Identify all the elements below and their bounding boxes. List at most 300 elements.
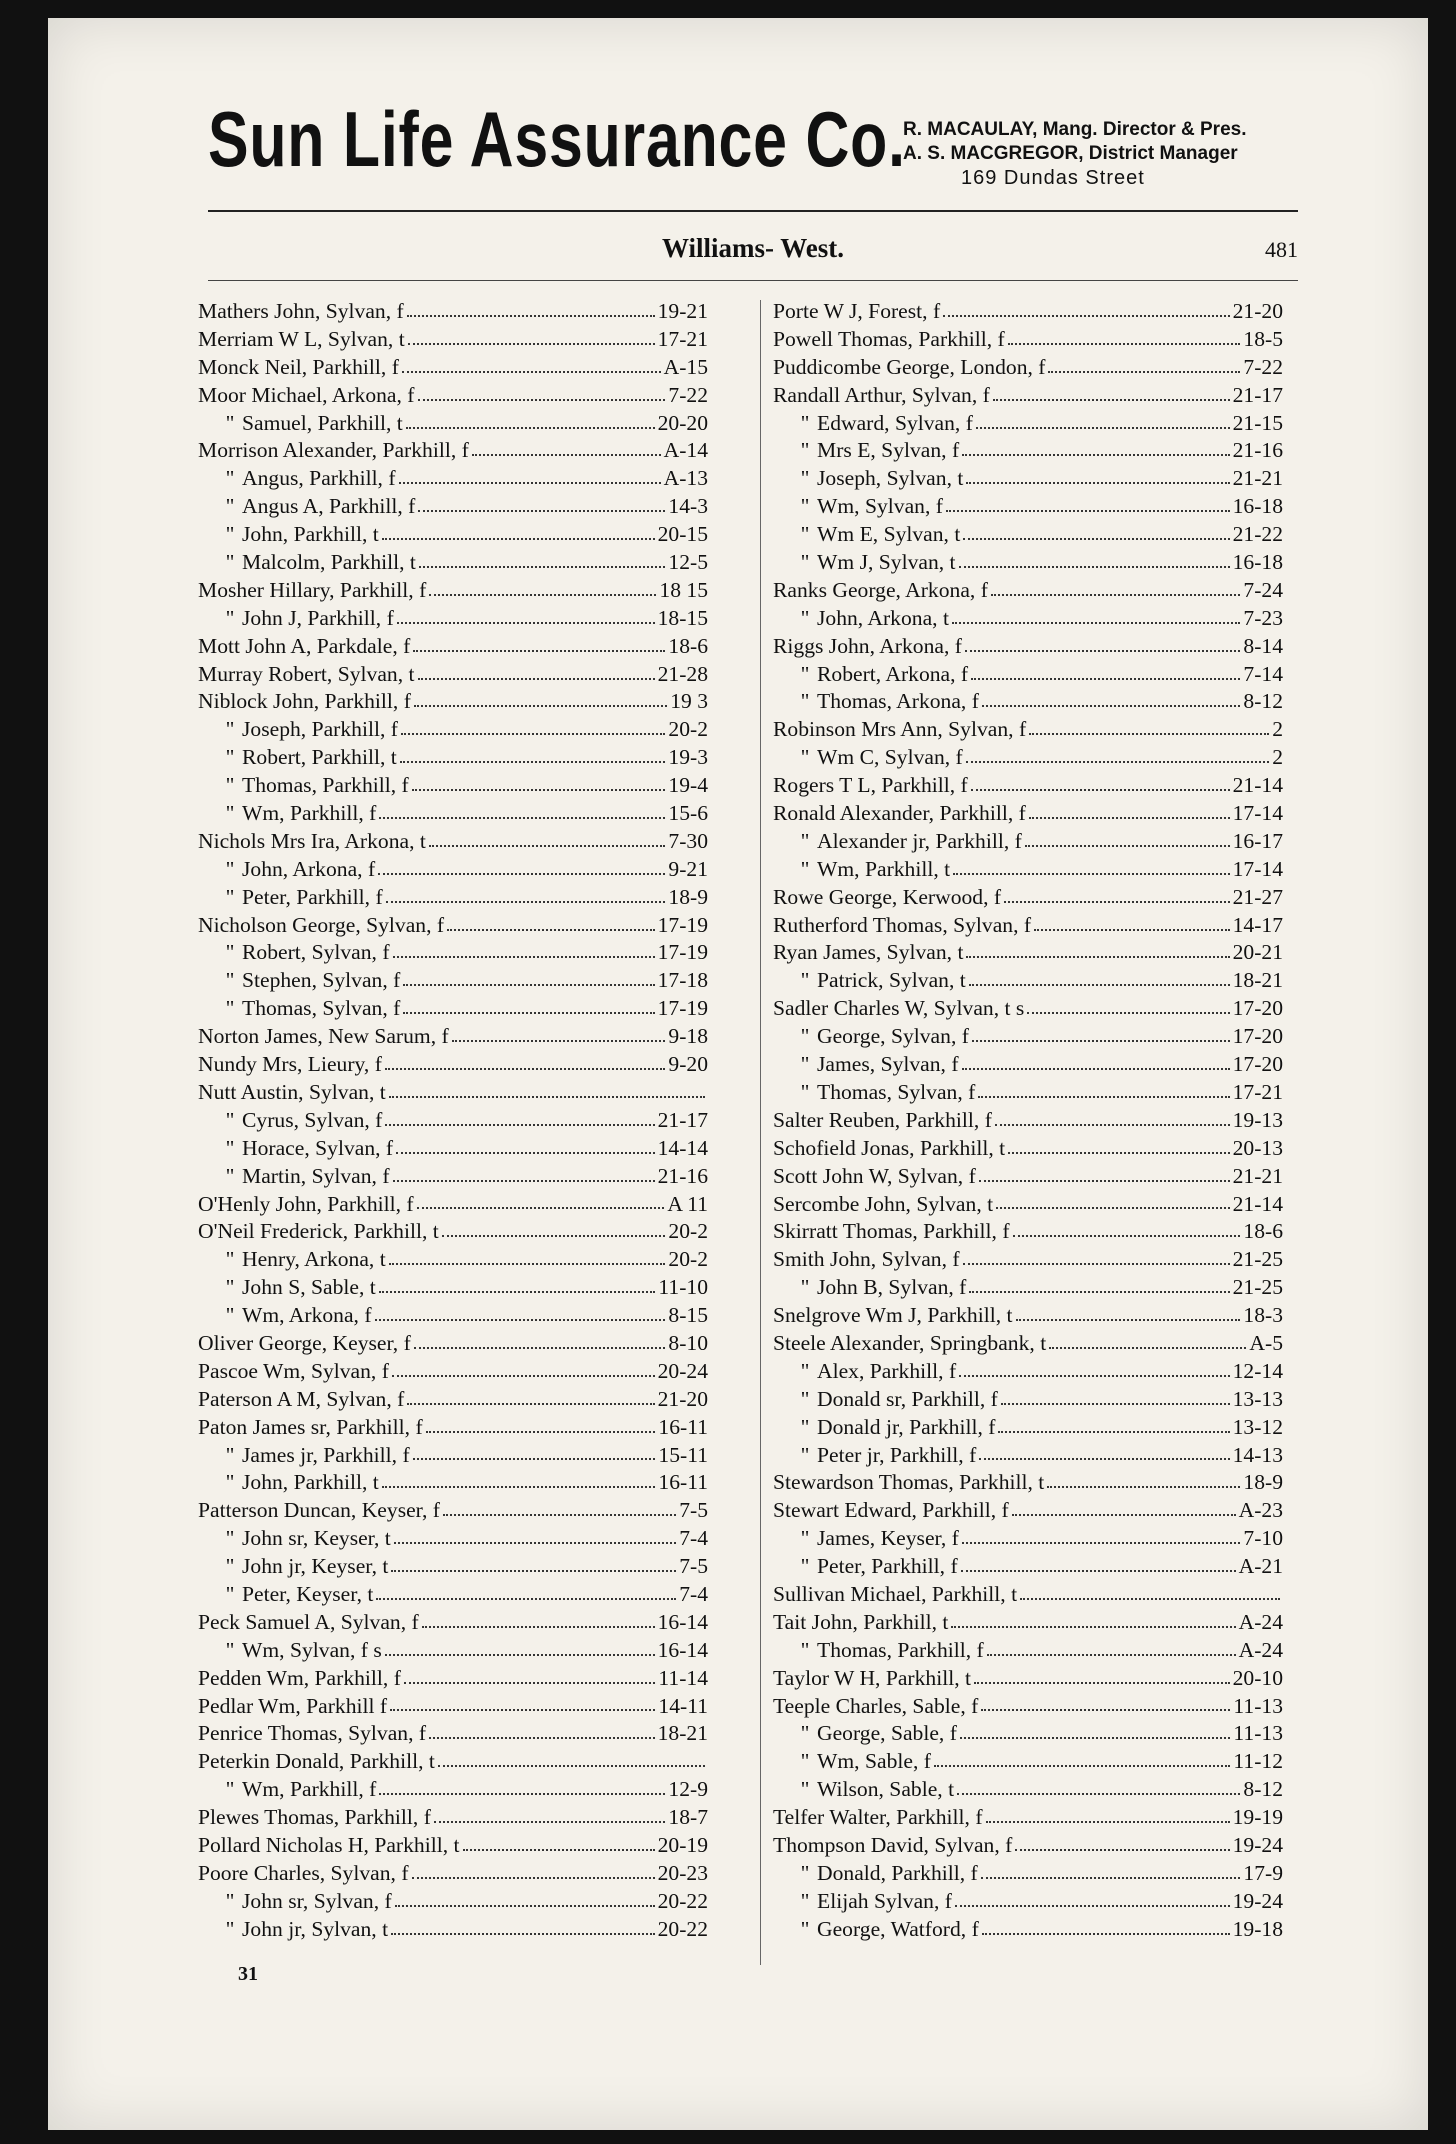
dot-leader xyxy=(1020,1598,1280,1600)
entry-name xyxy=(773,1246,960,1274)
left-entry xyxy=(198,1804,708,1832)
dot-leader xyxy=(443,1514,676,1516)
right-entry xyxy=(773,716,1283,744)
left-entry xyxy=(198,1916,708,1944)
entry-reference: 8-15 xyxy=(668,1303,708,1328)
ditto-mark: " xyxy=(800,828,810,853)
entry-text: Wm, Sylvan, f xyxy=(817,494,943,519)
dot-leader xyxy=(1029,817,1230,819)
right-entry xyxy=(773,382,1283,410)
entry-reference: 7-4 xyxy=(679,1581,708,1606)
entry-name xyxy=(773,1553,958,1581)
dot-leader xyxy=(472,454,661,456)
entry-text: Thompson David, Sylvan, f xyxy=(773,1832,1013,1857)
entry-text: John sr, Keyser, t xyxy=(242,1526,391,1551)
dot-leader xyxy=(417,1207,665,1209)
entry-text: Niblock John, Parkhill, f xyxy=(198,689,411,714)
ditto-mark: " xyxy=(225,801,235,826)
right-entry xyxy=(773,1191,1283,1219)
entry-name xyxy=(198,1581,373,1609)
left-entry xyxy=(198,1553,708,1581)
entry-text: Elijah Sylvan, f xyxy=(817,1888,952,1913)
section-rule xyxy=(208,280,1298,281)
entry-text: Stewart Edward, Parkhill, f xyxy=(773,1498,1009,1523)
entry-name xyxy=(198,661,415,689)
entry-text: Pedden Wm, Parkhill, f xyxy=(198,1665,401,1690)
entry-text: Skirratt Thomas, Parkhill, f xyxy=(773,1219,1010,1244)
dot-leader xyxy=(407,315,655,317)
entry-text: Peter, Keyser, t xyxy=(242,1581,374,1606)
entry-name xyxy=(773,1107,992,1135)
left-entry xyxy=(198,577,708,605)
entry-name xyxy=(198,967,400,995)
entry-name xyxy=(773,800,1026,828)
entry-reference: A-5 xyxy=(1249,1330,1283,1355)
right-entry xyxy=(773,577,1283,605)
dot-leader xyxy=(987,1654,1236,1656)
entry-reference: 11-13 xyxy=(1233,1721,1283,1746)
entry-name xyxy=(198,1246,386,1274)
ditto-mark: " xyxy=(225,968,235,993)
left-entry xyxy=(198,716,708,744)
entry-name xyxy=(773,1916,979,1944)
ditto-mark: " xyxy=(225,773,235,798)
entry-name xyxy=(198,298,404,326)
entry-name xyxy=(773,1135,1005,1163)
entry-text: John sr, Sylvan, f xyxy=(242,1888,392,1913)
entry-text: James, Sylvan, f xyxy=(817,1052,959,1077)
entry-reference: 13-13 xyxy=(1232,1386,1283,1411)
entry-text: Rogers T L, Parkhill, f xyxy=(773,773,968,798)
entry-reference: 18-5 xyxy=(1243,326,1283,351)
dot-leader xyxy=(966,761,1269,763)
entry-text: James jr, Parkhill, f xyxy=(242,1442,410,1467)
dot-leader xyxy=(934,1765,1230,1767)
dot-leader xyxy=(390,1709,655,1711)
entry-reference: 17-20 xyxy=(1232,996,1283,1021)
entry-text: Mott John A, Parkdale, f xyxy=(198,633,411,658)
ditto-mark: " xyxy=(225,717,235,742)
entry-text: Samuel, Parkhill, t xyxy=(242,410,403,435)
entry-text: Donald sr, Parkhill, f xyxy=(817,1386,998,1411)
entry-text: Thomas, Parkhill, f xyxy=(242,773,409,798)
entry-name xyxy=(198,1330,411,1358)
entry-reference: 18-7 xyxy=(668,1805,708,1830)
signature-mark: 31 xyxy=(238,1963,258,1985)
entry-reference: 21-20 xyxy=(1232,299,1283,323)
left-entry xyxy=(198,1609,708,1637)
left-entry xyxy=(198,1386,708,1414)
entry-reference: 19 3 xyxy=(670,689,708,714)
entry-text: Puddicombe George, London, f xyxy=(773,354,1046,379)
entry-text: Paton James sr, Parkhill, f xyxy=(198,1414,423,1439)
entry-name xyxy=(773,716,1026,744)
entry-text: Wm, Parkhill, f xyxy=(242,801,377,826)
entry-text: John S, Sable, t xyxy=(242,1275,376,1300)
directory-page xyxy=(48,18,1428,2130)
entry-name xyxy=(773,912,1031,940)
entry-reference: 21-20 xyxy=(657,1386,708,1411)
entry-reference: 11-10 xyxy=(658,1275,708,1300)
dot-leader xyxy=(397,622,655,624)
entry-reference: 14-14 xyxy=(657,1135,708,1160)
entry-text: John, Arkona, t xyxy=(817,605,949,630)
dot-leader xyxy=(952,622,1240,624)
entry-reference: 18-6 xyxy=(1243,1219,1283,1244)
left-entry xyxy=(198,1748,708,1776)
right-entry xyxy=(773,772,1283,800)
entry-reference: 17-19 xyxy=(657,996,708,1021)
dot-leader xyxy=(960,1737,1231,1739)
ditto-mark: " xyxy=(800,1721,810,1746)
ditto-mark: " xyxy=(800,1275,810,1300)
entry-text: Ranks George, Arkona, f xyxy=(773,577,988,602)
ditto-mark: " xyxy=(800,1860,810,1885)
dot-leader xyxy=(386,901,666,903)
entry-reference: 9-18 xyxy=(668,1024,708,1049)
ditto-mark: " xyxy=(225,745,235,770)
dot-leader xyxy=(965,650,1240,652)
entry-reference: 14-11 xyxy=(658,1693,708,1718)
dot-leader xyxy=(1016,1319,1241,1321)
right-entry xyxy=(773,967,1283,995)
advertisement-header xyxy=(208,95,1308,210)
entry-name xyxy=(198,939,390,967)
right-entry xyxy=(773,605,1283,633)
entry-name xyxy=(773,1302,1013,1330)
entry-text: John J, Parkhill, f xyxy=(242,605,394,630)
left-entry xyxy=(198,1079,708,1107)
entry-reference: 20-13 xyxy=(1232,1135,1283,1160)
entry-text: Wm E, Sylvan, t xyxy=(817,522,961,547)
dot-leader xyxy=(406,427,655,429)
entry-reference: 21-17 xyxy=(1232,382,1283,407)
dot-leader xyxy=(963,1263,1230,1265)
entry-text: Moor Michael, Arkona, f xyxy=(198,382,415,407)
entry-reference: 16-17 xyxy=(1232,828,1283,853)
right-entry xyxy=(773,1246,1283,1274)
left-entry xyxy=(198,437,708,465)
dot-leader xyxy=(393,1180,655,1182)
entry-name xyxy=(198,1776,376,1804)
entry-reference: 9-20 xyxy=(668,1052,708,1077)
dot-leader xyxy=(382,1486,656,1488)
ditto-mark: " xyxy=(800,1777,810,1802)
dot-leader xyxy=(438,1765,705,1767)
dot-leader xyxy=(981,1877,1241,1879)
entry-reference: 8-14 xyxy=(1243,633,1283,658)
right-entry xyxy=(773,465,1283,493)
entry-name xyxy=(773,967,966,995)
ditto-mark: " xyxy=(225,1526,235,1551)
dot-leader xyxy=(982,705,1240,707)
entry-reference: 21-14 xyxy=(1232,773,1283,798)
left-entry xyxy=(198,772,708,800)
entry-name xyxy=(773,354,1045,382)
entry-text: Joseph, Parkhill, f xyxy=(242,717,398,742)
entry-reference: 19-4 xyxy=(668,773,708,798)
left-entry xyxy=(198,1442,708,1470)
entry-text: Steele Alexander, Springbank, t xyxy=(773,1330,1047,1355)
left-column xyxy=(198,298,708,1944)
entry-name xyxy=(198,1637,382,1665)
left-entry xyxy=(198,1888,708,1916)
entry-text: Nichols Mrs Ira, Arkona, t xyxy=(198,828,426,853)
entry-name xyxy=(773,326,1005,354)
entry-name xyxy=(773,1860,978,1888)
ditto-mark: " xyxy=(800,550,810,575)
entry-reference: 18-21 xyxy=(657,1721,708,1746)
entry-text: John jr, Sylvan, t xyxy=(242,1916,389,1941)
entry-name xyxy=(773,828,1022,856)
dot-leader xyxy=(385,1124,654,1126)
entry-text: Rutherford Thomas, Sylvan, f xyxy=(773,912,1032,937)
entry-name xyxy=(773,382,990,410)
left-entry xyxy=(198,1776,708,1804)
entry-reference: 17-14 xyxy=(1232,856,1283,881)
entry-name xyxy=(773,1888,952,1916)
entry-text: Porte W J, Forest, f xyxy=(773,299,941,323)
right-entry xyxy=(773,326,1283,354)
entry-reference: 18 15 xyxy=(659,577,708,602)
entry-reference: 20-22 xyxy=(657,1888,708,1913)
entry-reference: 2 xyxy=(1272,745,1283,770)
entry-name xyxy=(773,1748,931,1776)
left-entry xyxy=(198,995,708,1023)
entry-name xyxy=(773,1804,983,1832)
entry-text: John, Arkona, f xyxy=(242,856,376,881)
right-entry xyxy=(773,1469,1283,1497)
entry-reference: 20-2 xyxy=(668,1219,708,1244)
entry-text: Thomas, Arkona, f xyxy=(817,689,979,714)
dot-leader xyxy=(1015,1849,1229,1851)
dot-leader xyxy=(995,1124,1230,1126)
entry-name xyxy=(773,465,963,493)
dot-leader xyxy=(957,1793,1240,1795)
dot-leader xyxy=(979,1458,1229,1460)
entry-name xyxy=(773,1414,995,1442)
entry-text: Patterson Duncan, Keyser, f xyxy=(198,1498,440,1523)
entry-text: Martin, Sylvan, f xyxy=(242,1163,390,1188)
entry-text: Wm, Sylvan, f s xyxy=(242,1637,382,1662)
entry-name xyxy=(198,410,403,438)
entry-text: Robert, Arkona, f xyxy=(817,661,969,686)
entry-reference: 14-17 xyxy=(1232,912,1283,937)
dot-leader xyxy=(429,594,656,596)
left-entry xyxy=(198,1832,708,1860)
entry-reference: 17-21 xyxy=(1232,1079,1283,1104)
left-entry xyxy=(198,661,708,689)
entry-name xyxy=(773,1665,971,1693)
right-entry xyxy=(773,1386,1283,1414)
entry-reference: 7-22 xyxy=(1243,354,1283,379)
dot-leader xyxy=(407,1403,654,1405)
entry-reference: 19-24 xyxy=(1232,1888,1283,1913)
entry-text: Nutt Austin, Sylvan, t xyxy=(198,1079,386,1104)
entry-reference: A-15 xyxy=(663,354,708,379)
dot-leader xyxy=(953,873,1229,875)
entry-text: George, Watford, f xyxy=(817,1916,979,1941)
entry-reference: 20-20 xyxy=(657,410,708,435)
entry-text: Peter, Parkhill, f xyxy=(242,884,383,909)
entry-text: Joseph, Sylvan, t xyxy=(817,466,964,491)
right-entry xyxy=(773,1358,1283,1386)
ditto-mark: " xyxy=(225,856,235,881)
entry-text: Thomas, Parkhill, f xyxy=(817,1637,984,1662)
entry-text: George, Sable, f xyxy=(817,1721,957,1746)
company-info xyxy=(903,118,1303,191)
left-entry xyxy=(198,1191,708,1219)
right-entry xyxy=(773,1693,1283,1721)
ditto-mark: " xyxy=(800,466,810,491)
entry-reference: A-14 xyxy=(663,438,708,463)
entry-text: Tait John, Parkhill, t xyxy=(773,1609,949,1634)
dot-leader xyxy=(379,817,665,819)
right-entry xyxy=(773,1776,1283,1804)
address-line: 169 Dundas Street xyxy=(961,166,1145,189)
entry-reference: 16-18 xyxy=(1232,494,1283,519)
dot-leader xyxy=(993,399,1230,401)
entry-reference: 18-9 xyxy=(668,884,708,909)
dot-leader xyxy=(403,984,654,986)
entry-text: Wilson, Sable, t xyxy=(817,1777,955,1802)
dot-leader xyxy=(422,1626,655,1628)
entry-reference: 21-21 xyxy=(1232,1163,1283,1188)
entry-name xyxy=(198,1497,440,1525)
entry-text: Plewes Thomas, Parkhill, f xyxy=(198,1805,431,1830)
dot-leader xyxy=(1004,901,1230,903)
entry-reference: 20-2 xyxy=(668,717,708,742)
dot-leader xyxy=(966,956,1229,958)
entry-reference: 13-12 xyxy=(1232,1414,1283,1439)
left-entry xyxy=(198,1246,708,1274)
dot-leader xyxy=(389,1263,666,1265)
entry-reference: 21-27 xyxy=(1232,884,1283,909)
entry-text: Robert, Sylvan, f xyxy=(242,940,390,965)
entry-name xyxy=(198,716,398,744)
entry-text: Sadler Charles W, Sylvan, t s xyxy=(773,996,1025,1021)
entry-text: John, Parkhill, t xyxy=(242,522,379,547)
entry-text: Horace, Sylvan, f xyxy=(242,1135,394,1160)
ditto-mark: " xyxy=(225,605,235,630)
column-divider xyxy=(760,300,761,1965)
entry-reference: 18-3 xyxy=(1243,1303,1283,1328)
right-entry xyxy=(773,1079,1283,1107)
ditto-mark: " xyxy=(800,1024,810,1049)
dot-leader xyxy=(1029,733,1269,735)
entry-name xyxy=(198,1079,386,1107)
right-entry xyxy=(773,1637,1283,1665)
right-entry xyxy=(773,1302,1283,1330)
entry-text: Wm C, Sylvan, f xyxy=(817,745,963,770)
entry-name xyxy=(198,1888,392,1916)
entry-text: John, Parkhill, t xyxy=(242,1470,379,1495)
ditto-mark: " xyxy=(225,1303,235,1328)
dot-leader xyxy=(413,1458,656,1460)
entry-text: Robert, Parkhill, t xyxy=(242,745,397,770)
entry-reference: 7-5 xyxy=(679,1498,708,1523)
entry-name xyxy=(773,1693,978,1721)
entry-reference: 18-6 xyxy=(668,633,708,658)
entry-text: Sercombe John, Sylvan, t xyxy=(773,1191,994,1216)
entry-name xyxy=(773,1720,957,1748)
dot-leader xyxy=(418,399,666,401)
entry-reference: 7-24 xyxy=(1243,577,1283,602)
entry-name xyxy=(773,1832,1012,1860)
ditto-mark: " xyxy=(225,1470,235,1495)
right-entry xyxy=(773,661,1283,689)
right-entry xyxy=(773,1525,1283,1553)
entry-name xyxy=(198,1386,404,1414)
entry-reference: 12-9 xyxy=(668,1777,708,1802)
entry-name xyxy=(773,1637,984,1665)
ditto-mark: " xyxy=(225,1275,235,1300)
entry-reference: 17-18 xyxy=(657,968,708,993)
dot-leader xyxy=(966,482,1229,484)
entry-name xyxy=(198,800,376,828)
entry-name xyxy=(198,354,399,382)
right-entry xyxy=(773,1553,1283,1581)
entry-name xyxy=(198,1414,423,1442)
left-entry xyxy=(198,1218,708,1246)
entry-name xyxy=(198,1720,426,1748)
right-entry xyxy=(773,1023,1283,1051)
right-entry xyxy=(773,828,1283,856)
ditto-mark: " xyxy=(225,1135,235,1160)
entry-reference: 20-24 xyxy=(657,1358,708,1383)
dot-leader xyxy=(991,594,1241,596)
entry-text: Murray Robert, Sylvan, t xyxy=(198,661,415,686)
entry-reference: 16-11 xyxy=(658,1470,708,1495)
right-entry xyxy=(773,939,1283,967)
left-entry xyxy=(198,521,708,549)
left-entry xyxy=(198,410,708,438)
entry-name xyxy=(773,633,962,661)
dot-leader xyxy=(393,956,655,958)
left-entry xyxy=(198,688,708,716)
left-entry xyxy=(198,912,708,940)
entry-text: Mathers John, Sylvan, f xyxy=(198,299,404,323)
entry-reference: 11-12 xyxy=(1233,1749,1283,1774)
entry-name xyxy=(198,1218,439,1246)
left-entry xyxy=(198,1107,708,1135)
dot-leader xyxy=(955,1905,1230,1907)
dot-leader xyxy=(978,1096,1229,1098)
dot-leader xyxy=(1001,1403,1230,1405)
dot-leader xyxy=(996,1207,1229,1209)
dot-leader xyxy=(379,1291,656,1293)
left-entry xyxy=(198,1163,708,1191)
dot-leader xyxy=(418,510,665,512)
left-entry xyxy=(198,633,708,661)
left-entry xyxy=(198,326,708,354)
right-entry xyxy=(773,1860,1283,1888)
ditto-mark: " xyxy=(800,1526,810,1551)
entry-reference: 20-22 xyxy=(657,1916,708,1941)
entry-text: Wm J, Sylvan, t xyxy=(817,550,956,575)
dot-leader xyxy=(979,1180,1230,1182)
entry-name xyxy=(198,605,394,633)
entry-reference: 17-19 xyxy=(657,940,708,965)
right-entry xyxy=(773,800,1283,828)
entry-reference: 20-10 xyxy=(1232,1665,1283,1690)
entry-name xyxy=(773,1079,975,1107)
entry-reference: 7-10 xyxy=(1243,1526,1283,1551)
entry-name xyxy=(773,884,1001,912)
left-entry xyxy=(198,1330,708,1358)
dot-leader xyxy=(382,538,655,540)
ditto-mark: " xyxy=(800,1888,810,1913)
